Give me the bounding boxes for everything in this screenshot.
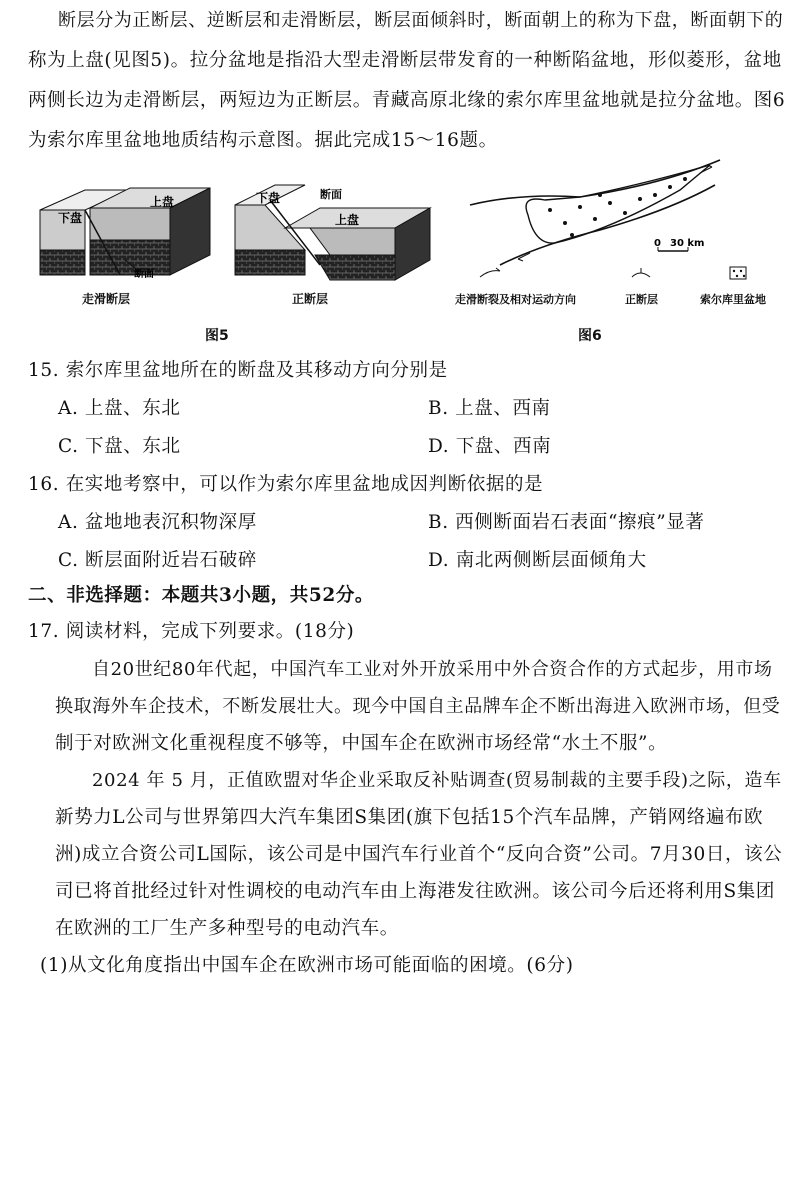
- left-lower-label: 下盘: [58, 211, 83, 225]
- scale-zero: 0: [654, 238, 661, 249]
- q15-option-a[interactable]: A. 上盘、东北: [58, 398, 181, 419]
- scale-label: 30 km: [670, 238, 705, 249]
- q17-para2-line4: 司已将首批经过针对性调校的电动汽车由上海港发往欧洲。该公司今后还将利用S集团: [55, 881, 775, 902]
- q17-para2-line5: 在欧洲的工厂生产多种型号的电动汽车。: [55, 918, 399, 939]
- q16-option-a[interactable]: A. 盆地地表沉积物深厚: [58, 512, 257, 533]
- figure-6-title: 图6: [578, 328, 602, 344]
- legend-normal-label: 正断层: [625, 293, 658, 306]
- q16-option-c[interactable]: C. 断层面附近岩石破碎: [58, 550, 257, 571]
- intro-line-1: 断层分为正断层、逆断层和走滑断层，断层面倾斜时，断面朝上的称为下盘，断面朝下的: [58, 10, 784, 31]
- legend-basin-icon: [730, 267, 746, 279]
- q15-option-c[interactable]: C. 下盘、东北: [58, 436, 181, 457]
- fig5-left-caption: 走滑断层: [82, 292, 131, 306]
- right-fault-label: 断面: [320, 188, 342, 201]
- intro-line-3: 两侧长边为走滑断层，两短边为正断层。青藏高原北缘的索尔库里盆地就是拉分盆地。图6: [28, 90, 786, 111]
- left-upper-label: 上盘: [150, 195, 175, 209]
- q15-option-b[interactable]: B. 上盘、西南: [428, 398, 551, 419]
- intro-line-2: 称为上盘(见图5)。拉分盆地是指沿大型走滑断层带发育的一种断陷盆地，形似菱形，盆地: [28, 50, 782, 71]
- q17-para2-line3: 洲)成立合资公司L国际，该公司是中国汽车行业首个“反向合资”公司。7月30日，该公: [55, 844, 783, 865]
- fig5-right-caption: 正断层: [292, 292, 329, 306]
- legend-strike-slip-label: 走滑断裂及相对运动方向: [455, 293, 576, 306]
- q16-option-d[interactable]: D. 南北两侧断层面倾角大: [428, 550, 647, 571]
- strike-slip-block: [40, 188, 210, 280]
- normal-fault-block: [235, 185, 430, 280]
- q16-stem: 16. 在实地考察中，可以作为索尔库里盆地成因判断依据的是: [28, 474, 544, 495]
- q17-subquestion-1: (1)从文化角度指出中国车企在欧洲市场可能面临的困境。(6分): [40, 955, 574, 976]
- right-lower-label: 下盘: [256, 191, 281, 205]
- q15-stem: 15. 索尔库里盆地所在的断盘及其移动方向分别是: [28, 360, 448, 381]
- intro-line-4: 为索尔库里盆地地质结构示意图。据此完成15～16题。: [28, 130, 498, 151]
- q17-para1-line2: 换取海外车企技术，不断发展壮大。现今中国自主品牌车企不断出海进入欧洲市场，但受: [55, 696, 781, 717]
- right-upper-label: 上盘: [335, 213, 360, 227]
- q17-stem: 17. 阅读材料，完成下列要求。(18分): [28, 621, 355, 642]
- q17-para1-line3: 制于对欧洲文化重视程度不够等，中国车企在欧洲市场经常“水土不服”。: [55, 733, 668, 754]
- basin-outline: [526, 165, 710, 243]
- q17-para2-line1: 2024 年 5 月，正值欧盟对华企业采取反补贴调查(贸易制裁的主要手段)之际，造车: [92, 770, 782, 791]
- legend-normal-fault-icon: [632, 268, 650, 277]
- q15-option-d[interactable]: D. 下盘、西南: [428, 436, 552, 457]
- figure-5-title: 图5: [205, 328, 229, 344]
- section-2-heading: 二、非选择题：本题共3小题，共52分。: [28, 585, 375, 606]
- q17-para1-line1: 自20世纪80年代起，中国汽车工业对外开放采用中外合资合作的方式起步，用市场: [92, 659, 773, 680]
- legend-strike-slip-icon: [480, 268, 500, 277]
- q17-para2-line2: 新势力L公司与世界第四大汽车集团S集团(旗下包括15个汽车品牌，产销网络遍布欧: [55, 807, 764, 828]
- q16-option-b[interactable]: B. 西侧断面岩石表面“擦痕”显著: [428, 512, 705, 533]
- figure-6-map: [460, 155, 780, 285]
- legend-basin-label: 索尔库里盆地: [700, 293, 766, 306]
- left-fault-label: 断面: [134, 269, 154, 280]
